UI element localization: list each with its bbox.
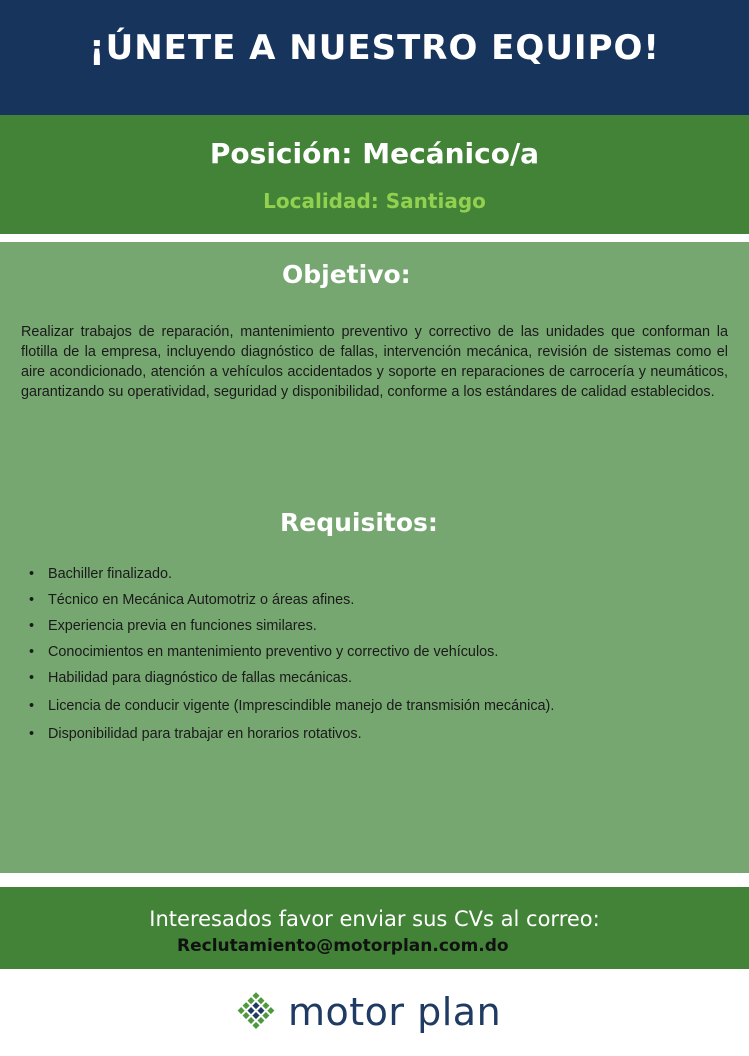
objective-heading: Objetivo: bbox=[282, 260, 411, 289]
list-item: • Técnico en Mecánica Automotriz o áreas afines. bbox=[29, 592, 355, 608]
contact-band bbox=[0, 887, 749, 969]
position-title: Posición: Mecánico/a bbox=[209, 137, 540, 170]
bullet-icon: • bbox=[29, 618, 35, 634]
bullet-icon: • bbox=[29, 698, 35, 714]
list-item: • Habilidad para diagnóstico de fallas mecánicas. bbox=[29, 670, 352, 686]
grid-diamond-icon bbox=[234, 990, 278, 1034]
requirements-list bbox=[27, 564, 554, 750]
bullet-icon: • bbox=[29, 726, 35, 742]
bullet-icon: • bbox=[29, 644, 35, 660]
contact-email[interactable]: Reclutamiento@motorplan.com.do bbox=[177, 936, 509, 956]
location-label: Localidad: Santiago bbox=[263, 189, 486, 213]
bullet-icon: • bbox=[29, 592, 35, 608]
logo-wordmark: motor plan bbox=[288, 990, 502, 1034]
bullet-icon: • bbox=[29, 566, 35, 582]
company-logo bbox=[234, 988, 501, 1036]
contact-instructions: Interesados favor enviar sus CVs al correo: bbox=[149, 907, 600, 931]
list-item: • Experiencia previa en funciones similares. bbox=[29, 618, 317, 634]
page-title: ¡ÚNETE A NUESTRO EQUIPO! bbox=[89, 27, 660, 68]
requirements-heading: Requisitos: bbox=[280, 508, 438, 537]
list-item: • Licencia de conducir vigente (Imprescindible manejo de transmisión mecánica). bbox=[29, 698, 555, 714]
list-item: • Conocimientos en mantenimiento preventivo y correctivo de vehículos. bbox=[29, 644, 499, 660]
position-band bbox=[0, 115, 749, 234]
list-item: • Bachiller finalizado. bbox=[29, 566, 172, 582]
content-panel bbox=[0, 242, 749, 873]
objective-text: Realizar trabajos de reparación, mantenimiento preventivo y correctivo de las unidades que conforman la flotilla de la empresa, incluyendo diagnóstico de fallas, intervención mecánica, revisión de sistemas como el aire acondicionado, atención a vehículos accidentados y soporte en reparaciones de carrocería y neumáticos, garantizando su operatividad, seguridad y disponibilidad, conforme a los estándares de calidad establecidos. bbox=[21, 324, 728, 400]
header-banner bbox=[0, 0, 749, 115]
bullet-icon: • bbox=[29, 670, 35, 686]
list-item: • Disponibilidad para trabajar en horarios rotativos. bbox=[29, 726, 362, 742]
